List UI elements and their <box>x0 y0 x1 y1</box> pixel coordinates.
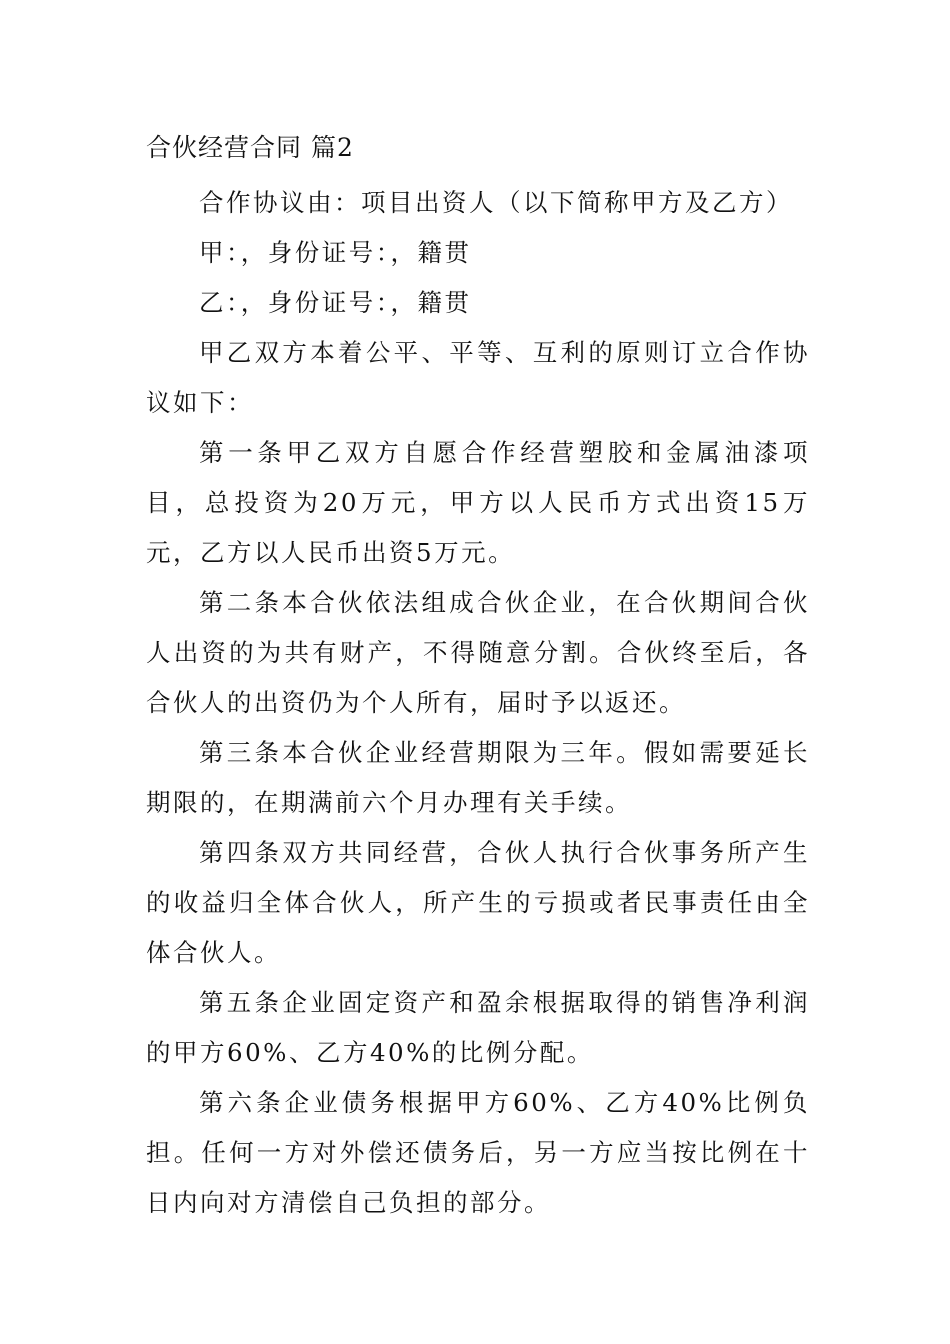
paragraph-party-b: 乙：，身份证号：，籍贯 <box>199 288 472 317</box>
paragraph-principles: 甲乙双方本着公平、平等、互利的原则订立合作协议如下： <box>146 338 810 417</box>
paragraph-article-4: 第四条双方共同经营，合伙人执行合伙事务所产生的收益归全体合伙人，所产生的亏损或者民事责任由全体合伙人。 <box>146 838 810 967</box>
paragraph-party-a: 甲：，身份证号：，籍贯 <box>199 238 472 267</box>
paragraph-article-5: 第五条企业固定资产和盈余根据取得的销售净利润的甲方60%、乙方40%的比例分配。 <box>146 988 810 1067</box>
paragraph-article-2: 第二条本合伙依法组成合伙企业，在合伙期间合伙人出资的为共有财产，不得随意分割。合伙终至后，各合伙人的出资仍为个人所有，届时予以返还。 <box>146 588 810 717</box>
paragraph-article-3: 第三条本合伙企业经营期限为三年。假如需要延长期限的，在期满前六个月办理有关手续。 <box>146 738 810 817</box>
paragraph-article-6: 第六条企业债务根据甲方60%、乙方40%比例负担。任何一方对外偿还债务后，另一方应当按比例在十日内向对方清偿自己负担的部分。 <box>146 1088 810 1217</box>
document-title: 合伙经营合同 篇2 <box>146 133 354 162</box>
paragraph-parties-intro: 合作协议由：项目出资人（以下简称甲方及乙方） <box>199 188 793 217</box>
paragraph-article-1: 第一条甲乙双方自愿合作经营塑胶和金属油漆项目，总投资为20万元，甲方以人民币方式出资15万元，乙方以人民币出资5万元。 <box>146 438 810 567</box>
document-body <box>146 128 810 1228</box>
